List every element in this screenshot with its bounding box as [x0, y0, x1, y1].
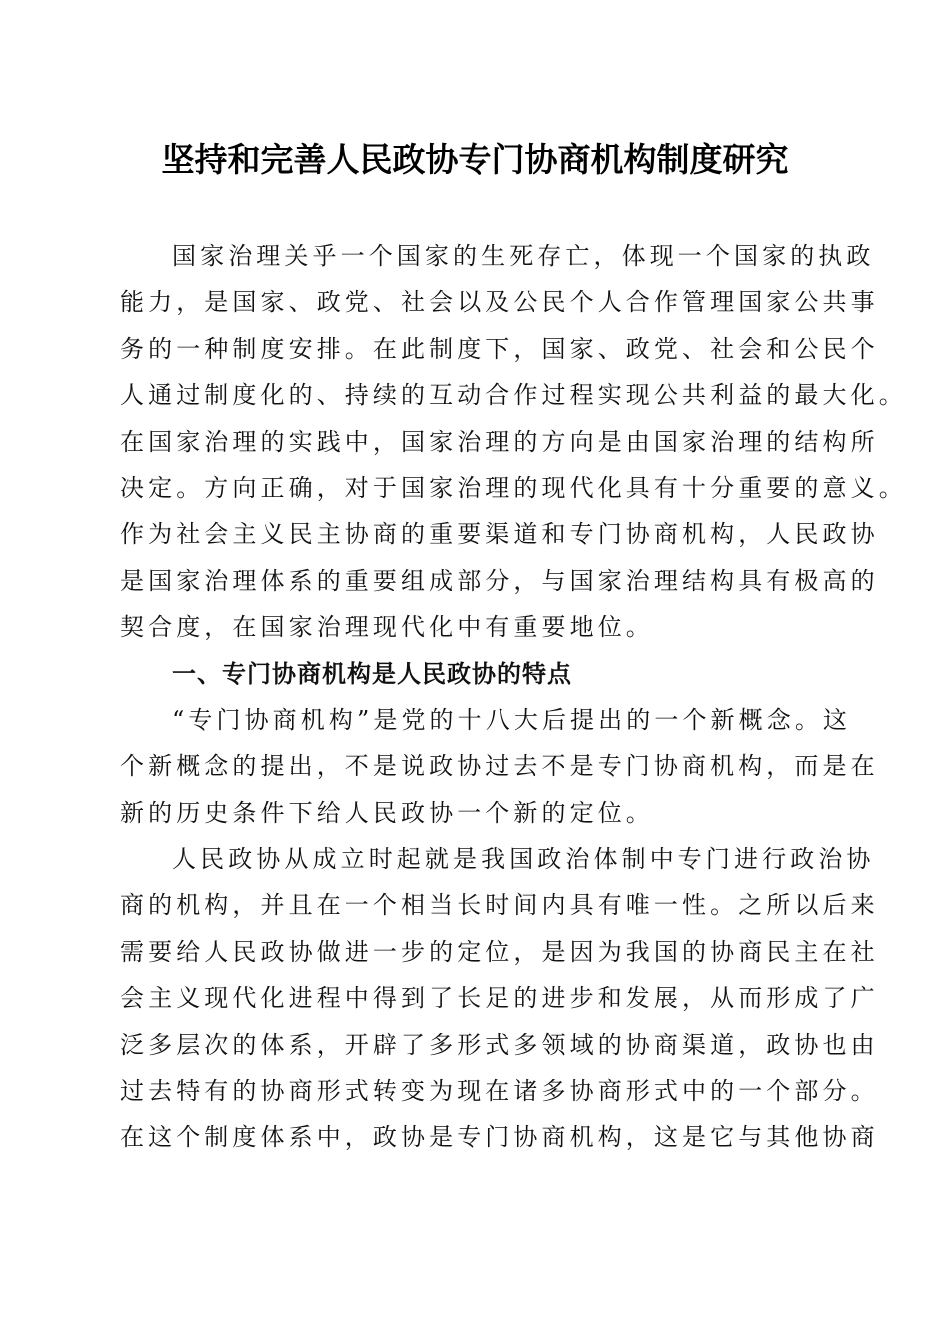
- paragraph-2: [120, 697, 879, 836]
- text-line: 过去特有的协商形式转变为现在诸多协商形式中的一个部分。: [120, 1077, 879, 1106]
- document-body: [120, 233, 907, 1161]
- text-line: 个新概念的提出，不是说政协过去不是专门协商机构，而是在: [120, 752, 879, 781]
- document-title: 坚持和完善人民政协专门协商机构制度研究: [161, 140, 789, 179]
- text-line: 泛多层次的体系，开辟了多形式多领域的协商渠道，政协也由: [120, 1030, 879, 1059]
- text-line: 能力，是国家、政党、社会以及公民个人合作管理国家公共事: [120, 288, 879, 317]
- text-line: 商的机构，并且在一个相当长时间内具有唯一性。之所以后来: [120, 891, 879, 920]
- text-line: 契合度，在国家治理现代化中有重要地位。: [120, 613, 654, 642]
- text-line: 在国家治理的实践中，国家治理的方向是由国家治理的结构所: [120, 427, 879, 456]
- text-line: 是国家治理体系的重要组成部分，与国家治理结构具有极高的: [120, 566, 879, 595]
- text-line: 新的历史条件下给人民政协一个新的定位。: [120, 798, 654, 827]
- text-line: 作为社会主义民主协商的重要渠道和专门协商机构，人民政协: [120, 520, 879, 549]
- paragraph-3: [120, 836, 879, 1161]
- paragraph-1: [120, 233, 907, 651]
- section-heading: 一、专门协商机构是人民政协的特点: [172, 659, 572, 688]
- text-line: 国家治理关乎一个国家的生死存亡，体现一个国家的执政: [172, 242, 875, 270]
- text-line: “专门协商机构”是党的十八大后提出的一个新概念。这: [172, 705, 852, 734]
- text-line: 人民政协从成立时起就是我国政治体制中专门进行政治协: [172, 845, 875, 874]
- text-line: 需要给人民政协做进一步的定位，是因为我国的协商民主在社: [120, 937, 879, 966]
- text-line: 会主义现代化进程中得到了长足的进步和发展，从而形成了广: [120, 984, 879, 1013]
- text-line: 决定。方向正确，对于国家治理的现代化具有十分重要的意义。: [120, 473, 907, 502]
- text-line: 在这个制度体系中，政协是专门协商机构，这是它与其他协商: [120, 1123, 879, 1152]
- text-line: 务的一种制度安排。在此制度下，国家、政党、社会和公民个: [120, 334, 879, 363]
- text-line: 人通过制度化的、持续的互动合作过程实现公共利益的最大化。: [120, 381, 907, 410]
